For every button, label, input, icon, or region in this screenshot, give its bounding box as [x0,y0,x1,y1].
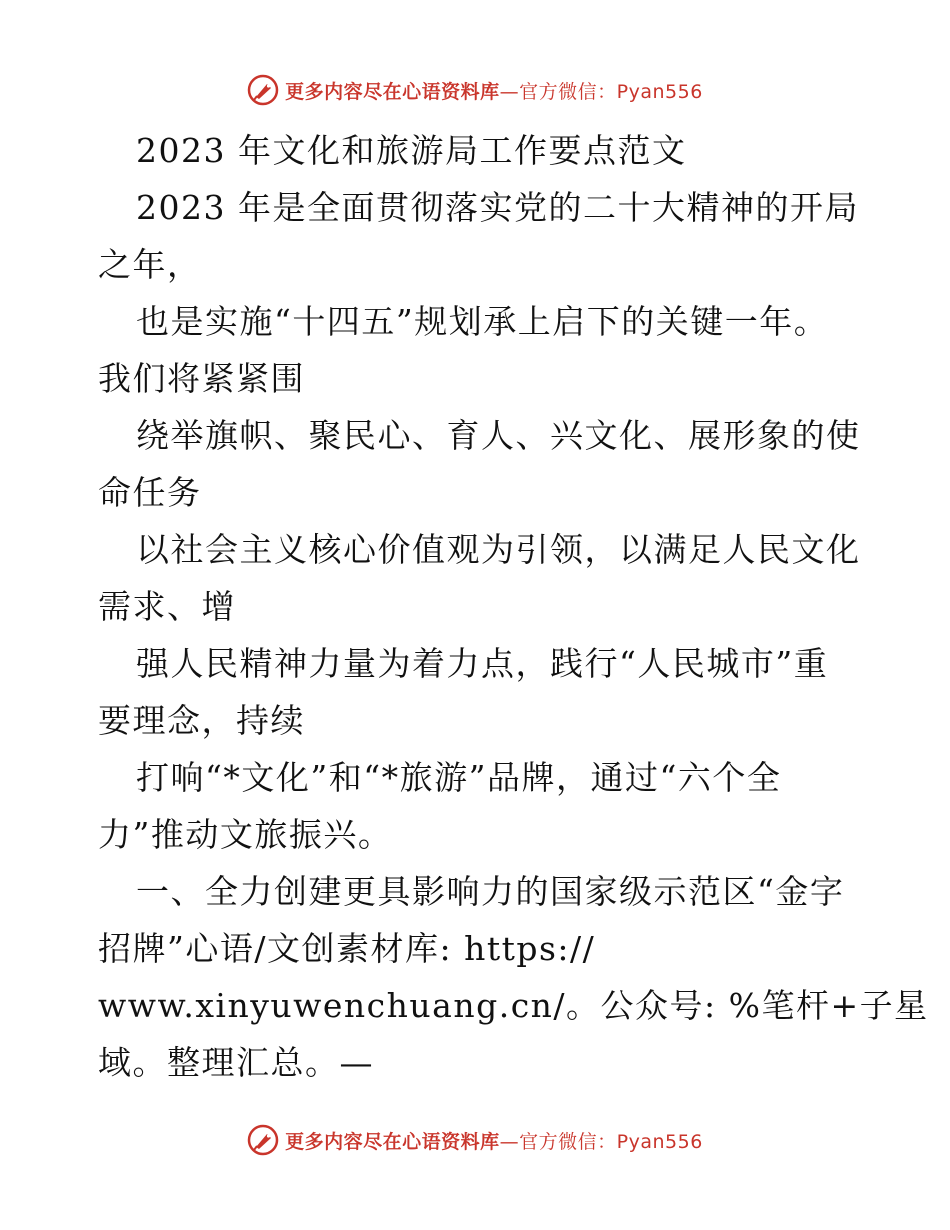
paragraph-line: 强人民精神力量为着力点，践行“人民城市”重 [136,644,829,683]
paragraph-line: 要理念，持续 [98,701,305,740]
pen-nib-logo-icon [247,74,279,106]
watermark-prefix: 更多内容尽在心语资料库 [285,80,500,103]
paragraph-line: 域。整理汇总。— [98,1043,374,1082]
pen-nib-logo-icon [247,1124,279,1156]
watermark-suffix: —官方微信：Pyan556 [499,80,703,103]
paragraph-line: 招牌”心语/文创素材库: https:// [98,929,596,968]
section-heading: 一、全力创建更具影响力的国家级示范区“金字 [136,872,845,911]
paragraph-line: 绕举旗帜、聚民心、育人、兴文化、展形象的使 [136,416,861,455]
paragraph-line: 之年， [98,245,202,284]
watermark-suffix: —官方微信：Pyan556 [499,1130,703,1153]
watermark-prefix: 更多内容尽在心语资料库 [285,1130,500,1153]
paragraph-line: 2023 年是全面贯彻落实党的二十大精神的开局 [136,188,859,227]
paragraph-line: 也是实施“十四五”规划承上启下的关键一年。 [136,302,829,341]
document-body [98,122,929,1091]
paragraph-line: 打响“*文化”和“*旅游”品牌，通过“六个全 [136,758,782,797]
paragraph-line: 命任务 [98,473,202,512]
footer-watermark [0,1120,950,1160]
document-title: 2023 年文化和旅游局工作要点范文 [136,131,687,170]
paragraph-line: 力”推动文旅振兴。 [98,815,393,854]
paragraph-line: 以社会主义核心价值观为引领，以满足人民文化 [136,530,861,569]
header-watermark [0,70,950,110]
paragraph-line: 需求、增 [98,587,236,626]
paragraph-line: www.xinyuwenchuang.cn/。公众号: %笔杆+子星 [98,986,929,1025]
paragraph-line: 我们将紧紧围 [98,359,305,398]
